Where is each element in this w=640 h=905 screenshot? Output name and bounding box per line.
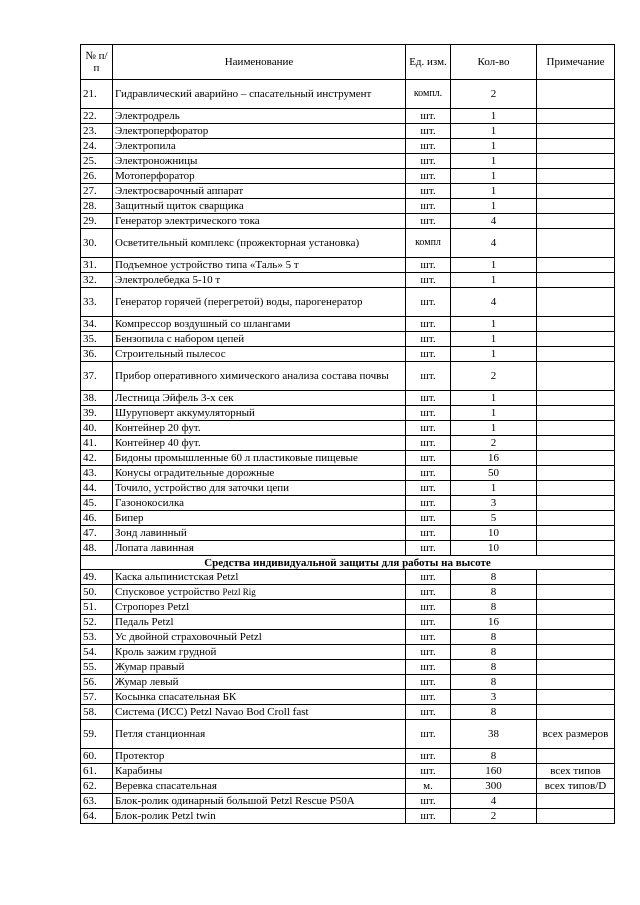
row-number: 47.: [81, 526, 113, 541]
table-row: [81, 690, 615, 705]
row-unit: шт.: [406, 809, 451, 824]
row-number: 57.: [81, 690, 113, 705]
row-unit: шт.: [406, 436, 451, 451]
row-name: Система (ИСС) Petzl Navao Bod Croll fast: [113, 705, 406, 720]
row-note: [537, 809, 615, 824]
row-number: 51.: [81, 600, 113, 615]
row-number: 27.: [81, 184, 113, 199]
table-row: [81, 332, 615, 347]
row-note: [537, 526, 615, 541]
row-note: [537, 199, 615, 214]
row-quantity: 1: [451, 347, 537, 362]
table-row: [81, 391, 615, 406]
row-quantity: 8: [451, 645, 537, 660]
row-quantity: 8: [451, 705, 537, 720]
row-note: [537, 615, 615, 630]
row-number: 40.: [81, 421, 113, 436]
row-name: Электроперфоратор: [113, 124, 406, 139]
row-name: [113, 585, 406, 600]
row-name: Контейнер 40 фут.: [113, 436, 406, 451]
row-number: 55.: [81, 660, 113, 675]
row-unit: шт.: [406, 615, 451, 630]
row-note: [537, 466, 615, 481]
row-quantity: 50: [451, 466, 537, 481]
row-name: Мотоперфоратор: [113, 169, 406, 184]
row-unit: шт.: [406, 511, 451, 526]
row-unit: шт.: [406, 645, 451, 660]
table-row: [81, 109, 615, 124]
row-quantity: 1: [451, 184, 537, 199]
row-unit: шт.: [406, 630, 451, 645]
table-row: [81, 214, 615, 229]
row-number: 36.: [81, 347, 113, 362]
row-quantity: 4: [451, 288, 537, 317]
row-name: Карабины: [113, 764, 406, 779]
table-row: [81, 511, 615, 526]
row-note: [537, 332, 615, 347]
row-name: Электросварочный аппарат: [113, 184, 406, 199]
row-unit: шт.: [406, 317, 451, 332]
row-quantity: 1: [451, 481, 537, 496]
row-note: [537, 229, 615, 258]
row-quantity: 4: [451, 229, 537, 258]
row-quantity: 3: [451, 690, 537, 705]
row-number: 43.: [81, 466, 113, 481]
row-number: 60.: [81, 749, 113, 764]
row-quantity: 38: [451, 720, 537, 749]
row-unit: шт.: [406, 764, 451, 779]
row-unit: шт.: [406, 749, 451, 764]
row-unit: шт.: [406, 273, 451, 288]
row-name: Педаль Petzl: [113, 615, 406, 630]
table-body-section: [81, 556, 615, 570]
table-row: [81, 184, 615, 199]
row-quantity: 1: [451, 199, 537, 214]
row-quantity: 1: [451, 421, 537, 436]
table-row: [81, 675, 615, 690]
table-row: [81, 273, 615, 288]
row-unit: шт.: [406, 421, 451, 436]
table-row: [81, 80, 615, 109]
row-name: Стропорез Petzl: [113, 600, 406, 615]
row-number: 46.: [81, 511, 113, 526]
row-number: 29.: [81, 214, 113, 229]
table-row: [81, 466, 615, 481]
row-quantity: 8: [451, 675, 537, 690]
table-row: [81, 199, 615, 214]
table-row: [81, 406, 615, 421]
table-row: [81, 347, 615, 362]
table-row: [81, 779, 615, 794]
row-number: 53.: [81, 630, 113, 645]
row-unit: компл.: [406, 80, 451, 109]
row-quantity: 1: [451, 154, 537, 169]
row-note: [537, 600, 615, 615]
row-unit: шт.: [406, 720, 451, 749]
row-number: 63.: [81, 794, 113, 809]
row-note: [537, 585, 615, 600]
row-number: 22.: [81, 109, 113, 124]
table-row: [81, 526, 615, 541]
row-unit: шт.: [406, 526, 451, 541]
row-note: [537, 675, 615, 690]
row-quantity: 1: [451, 406, 537, 421]
row-number: 34.: [81, 317, 113, 332]
section-header-row: [81, 556, 615, 570]
row-quantity: 1: [451, 124, 537, 139]
header-qty: Кол-во: [451, 45, 537, 80]
row-note: [537, 421, 615, 436]
header-name: Наименование: [113, 45, 406, 80]
row-quantity: 16: [451, 451, 537, 466]
row-quantity: 8: [451, 749, 537, 764]
row-quantity: 3: [451, 496, 537, 511]
row-quantity: 8: [451, 600, 537, 615]
table-row: [81, 809, 615, 824]
row-number: 35.: [81, 332, 113, 347]
row-name: Косынка спасательная БК: [113, 690, 406, 705]
row-note: всех размеров: [537, 720, 615, 749]
row-quantity: 160: [451, 764, 537, 779]
header-unit: Ед. изм.: [406, 45, 451, 80]
row-name: Бензопила с набором цепей: [113, 332, 406, 347]
row-note: [537, 124, 615, 139]
row-name: Электропила: [113, 139, 406, 154]
row-note: [537, 496, 615, 511]
row-unit: шт.: [406, 496, 451, 511]
row-note: [537, 690, 615, 705]
table-header-row: [81, 45, 615, 80]
row-number: 38.: [81, 391, 113, 406]
row-number: 48.: [81, 541, 113, 556]
row-name: Электродрель: [113, 109, 406, 124]
table-row: [81, 169, 615, 184]
row-number: 25.: [81, 154, 113, 169]
row-number: 44.: [81, 481, 113, 496]
row-name: Компрессор воздушный со шлангами: [113, 317, 406, 332]
table-row: [81, 585, 615, 600]
row-unit: шт.: [406, 391, 451, 406]
row-note: [537, 749, 615, 764]
row-number: 32.: [81, 273, 113, 288]
row-number: 23.: [81, 124, 113, 139]
row-note: [537, 570, 615, 585]
row-name: Бипер: [113, 511, 406, 526]
row-unit: шт.: [406, 169, 451, 184]
row-quantity: 5: [451, 511, 537, 526]
table-row: [81, 705, 615, 720]
row-quantity: 1: [451, 109, 537, 124]
equipment-table: [80, 44, 615, 824]
row-note: [537, 258, 615, 273]
row-note: [537, 481, 615, 496]
row-quantity: 2: [451, 80, 537, 109]
row-quantity: 2: [451, 362, 537, 391]
table-row: [81, 481, 615, 496]
row-unit: шт.: [406, 332, 451, 347]
row-number: 61.: [81, 764, 113, 779]
row-quantity: 16: [451, 615, 537, 630]
row-note: всех типов: [537, 764, 615, 779]
row-note: [537, 80, 615, 109]
row-note: [537, 630, 615, 645]
table-row: [81, 600, 615, 615]
row-quantity: 1: [451, 317, 537, 332]
row-note: [537, 660, 615, 675]
row-name: Блок-ролик Petzl twin: [113, 809, 406, 824]
row-note: [537, 139, 615, 154]
row-unit: шт.: [406, 675, 451, 690]
row-quantity: 4: [451, 214, 537, 229]
table-row: [81, 288, 615, 317]
row-name: Веревка спасательная: [113, 779, 406, 794]
row-unit: шт.: [406, 288, 451, 317]
row-number: 21.: [81, 80, 113, 109]
row-name: Прибор оперативного химического анализа состава почвы: [113, 362, 406, 391]
row-number: 31.: [81, 258, 113, 273]
row-unit: шт.: [406, 600, 451, 615]
row-name: Электролебедка 5-10 т: [113, 273, 406, 288]
row-name: Бидоны промышленные 60 л пластиковые пищевые: [113, 451, 406, 466]
row-quantity: 4: [451, 794, 537, 809]
row-note: [537, 184, 615, 199]
section-title: Средства индивидуальной защиты для работы на высоте: [81, 556, 615, 570]
row-unit: м.: [406, 779, 451, 794]
table-row: [81, 154, 615, 169]
row-name: Шуруповерт аккумуляторный: [113, 406, 406, 421]
row-quantity: 1: [451, 169, 537, 184]
row-number: 41.: [81, 436, 113, 451]
row-unit: шт.: [406, 794, 451, 809]
row-quantity: 8: [451, 660, 537, 675]
row-name: Блок-ролик одинарный большой Petzl Rescue P50A: [113, 794, 406, 809]
table-row: [81, 229, 615, 258]
row-quantity: 10: [451, 526, 537, 541]
row-unit: шт.: [406, 139, 451, 154]
row-quantity: 1: [451, 139, 537, 154]
row-unit: шт.: [406, 585, 451, 600]
row-note: [537, 288, 615, 317]
table-row: [81, 764, 615, 779]
row-unit: шт.: [406, 124, 451, 139]
row-name: Петля станционная: [113, 720, 406, 749]
row-unit: шт.: [406, 690, 451, 705]
row-name: Строительный пылесос: [113, 347, 406, 362]
row-note: всех типов/D: [537, 779, 615, 794]
row-note: [537, 645, 615, 660]
row-note: [537, 794, 615, 809]
row-number: 30.: [81, 229, 113, 258]
row-name: Осветительный комплекс (прожекторная установка): [113, 229, 406, 258]
row-note: [537, 362, 615, 391]
row-name: Контейнер 20 фут.: [113, 421, 406, 436]
table-row: [81, 421, 615, 436]
row-number: 50.: [81, 585, 113, 600]
row-note: [537, 436, 615, 451]
row-unit: компл: [406, 229, 451, 258]
table-row: [81, 720, 615, 749]
row-number: 49.: [81, 570, 113, 585]
row-note: [537, 406, 615, 421]
header-num: № п/п: [81, 45, 113, 80]
row-quantity: 300: [451, 779, 537, 794]
row-name: Ус двойной страховочный Petzl: [113, 630, 406, 645]
row-name-brand: Petzl Rig: [222, 587, 256, 597]
row-unit: шт.: [406, 570, 451, 585]
row-unit: шт.: [406, 481, 451, 496]
row-unit: шт.: [406, 184, 451, 199]
table-row: [81, 258, 615, 273]
row-unit: шт.: [406, 406, 451, 421]
row-unit: шт.: [406, 362, 451, 391]
row-name-main: Спусковое устройство: [115, 586, 223, 598]
row-number: 52.: [81, 615, 113, 630]
row-note: [537, 109, 615, 124]
row-name: Газонокосилка: [113, 496, 406, 511]
row-number: 39.: [81, 406, 113, 421]
row-quantity: 1: [451, 391, 537, 406]
row-quantity: 8: [451, 570, 537, 585]
row-number: 24.: [81, 139, 113, 154]
row-name: Генератор электрического тока: [113, 214, 406, 229]
table-row: [81, 630, 615, 645]
row-unit: шт.: [406, 154, 451, 169]
row-number: 62.: [81, 779, 113, 794]
row-name: Защитный щиток сварщика: [113, 199, 406, 214]
row-unit: шт.: [406, 705, 451, 720]
table-body-height-protection: [81, 570, 615, 824]
row-note: [537, 541, 615, 556]
row-note: [537, 317, 615, 332]
table-row: [81, 317, 615, 332]
row-quantity: 10: [451, 541, 537, 556]
table-row: [81, 645, 615, 660]
row-name: Конусы оградительные дорожные: [113, 466, 406, 481]
row-note: [537, 169, 615, 184]
table-row: [81, 436, 615, 451]
row-unit: шт.: [406, 451, 451, 466]
table-row: [81, 139, 615, 154]
row-quantity: 2: [451, 436, 537, 451]
table-row: [81, 541, 615, 556]
row-note: [537, 391, 615, 406]
row-name: Лопата лавинная: [113, 541, 406, 556]
table-body-tools: [81, 80, 615, 556]
row-unit: шт.: [406, 214, 451, 229]
row-name: Зонд лавинный: [113, 526, 406, 541]
row-unit: шт.: [406, 347, 451, 362]
row-unit: шт.: [406, 109, 451, 124]
row-quantity: 8: [451, 585, 537, 600]
row-number: 45.: [81, 496, 113, 511]
row-number: 59.: [81, 720, 113, 749]
row-note: [537, 154, 615, 169]
row-unit: шт.: [406, 199, 451, 214]
row-name: Протектор: [113, 749, 406, 764]
row-unit: шт.: [406, 541, 451, 556]
row-number: 37.: [81, 362, 113, 391]
row-number: 42.: [81, 451, 113, 466]
row-number: 54.: [81, 645, 113, 660]
row-note: [537, 214, 615, 229]
table-row: [81, 362, 615, 391]
table-row: [81, 451, 615, 466]
row-number: 26.: [81, 169, 113, 184]
row-name: Жумар левый: [113, 675, 406, 690]
row-number: 58.: [81, 705, 113, 720]
row-note: [537, 705, 615, 720]
row-unit: шт.: [406, 258, 451, 273]
row-quantity: 1: [451, 273, 537, 288]
row-number: 28.: [81, 199, 113, 214]
row-name: Каска альпинистская Petzl: [113, 570, 406, 585]
row-quantity: 2: [451, 809, 537, 824]
row-unit: шт.: [406, 660, 451, 675]
row-number: 64.: [81, 809, 113, 824]
row-note: [537, 451, 615, 466]
row-name: Жумар правый: [113, 660, 406, 675]
row-unit: шт.: [406, 466, 451, 481]
row-note: [537, 273, 615, 288]
table-row: [81, 660, 615, 675]
row-note: [537, 511, 615, 526]
row-quantity: 1: [451, 258, 537, 273]
row-number: 33.: [81, 288, 113, 317]
row-name: Лестница Эйфель 3-х сек: [113, 391, 406, 406]
row-name: Электроножницы: [113, 154, 406, 169]
header-note: Примечание: [537, 45, 615, 80]
row-quantity: 1: [451, 332, 537, 347]
table-row: [81, 794, 615, 809]
table-row: [81, 749, 615, 764]
table-row: [81, 496, 615, 511]
row-name: Генератор горячей (перегретой) воды, парогенератор: [113, 288, 406, 317]
row-number: 56.: [81, 675, 113, 690]
table-row: [81, 615, 615, 630]
row-note: [537, 347, 615, 362]
row-name: Кроль зажим грудной: [113, 645, 406, 660]
row-name: Точило, устройство для заточки цепи: [113, 481, 406, 496]
row-name: Гидравлический аварийно – спасательный инструмент: [113, 80, 406, 109]
row-name: Подъемное устройство типа «Таль» 5 т: [113, 258, 406, 273]
table-row: [81, 570, 615, 585]
table-row: [81, 124, 615, 139]
row-quantity: 8: [451, 630, 537, 645]
